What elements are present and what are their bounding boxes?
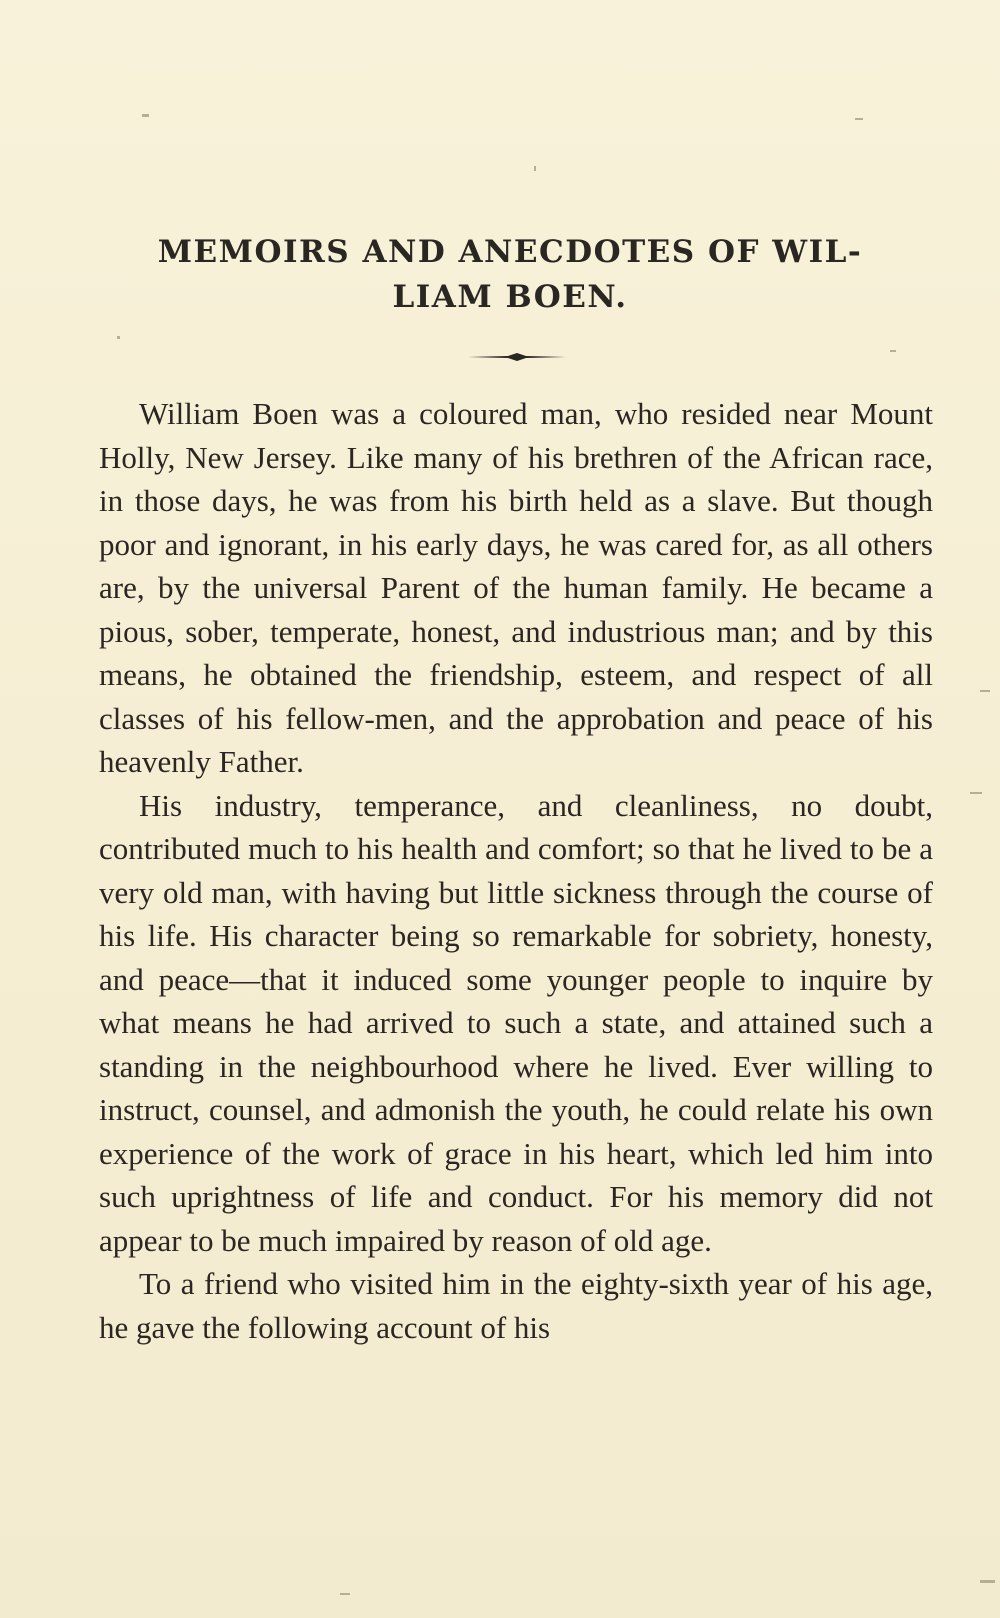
paragraph-2: His industry, temperance, and cleanliness, no doubt, contributed much to his health and comfort; so that he lived to be a very old man, with having but little sickness through the course of his life. His character being so remarkable for sobriety, honesty, and peace—that it induced some younger people to inquire by what means he had arrived to such a state, and attained such a standing in the neighbourhood where he lived. Ever willing to instruct, counsel, and admonish the youth, he could relate his own experience of the work of grace in his heart, which led him into such uprightness of life and conduct. For his memory did not appear to be much impaired by reason of old age.	[99, 787, 933, 1258]
paragraph-3: To a friend who visited him in the eighty-sixth year of his age, he gave the following account of his	[99, 1266, 933, 1345]
title-line-2: LIAM BOEN.	[392, 279, 628, 315]
body-text	[99, 392, 933, 1349]
page-speck	[340, 1593, 350, 1595]
page-speck	[980, 1580, 995, 1583]
page-speck	[142, 114, 149, 117]
page-speck	[980, 690, 990, 692]
page-speck	[117, 336, 120, 339]
title-line-1: MEMOIRS AND ANECDOTES OF WIL-	[157, 234, 863, 270]
page-speck	[534, 166, 536, 171]
paragraph-1: William Boen was a coloured man, who resided near Mount Holly, New Jersey. Like many of his brethren of the African race, in those days, he was from his birth held as a slave. But though poor and ignorant, in his early days, he was cared for, as all others are, by the universal Parent of the human family. He became a pious, sober, temperate, honest, and industrious man; and by this means, he obtained the friendship, esteem, and respect of all classes of his fellow-men, and the approbation and peace of his heavenly Father.	[99, 396, 933, 779]
page-speck	[970, 792, 982, 794]
page-speck	[890, 350, 896, 352]
divider-ornament	[468, 351, 566, 363]
page-speck	[855, 118, 863, 120]
page-title	[90, 230, 930, 320]
